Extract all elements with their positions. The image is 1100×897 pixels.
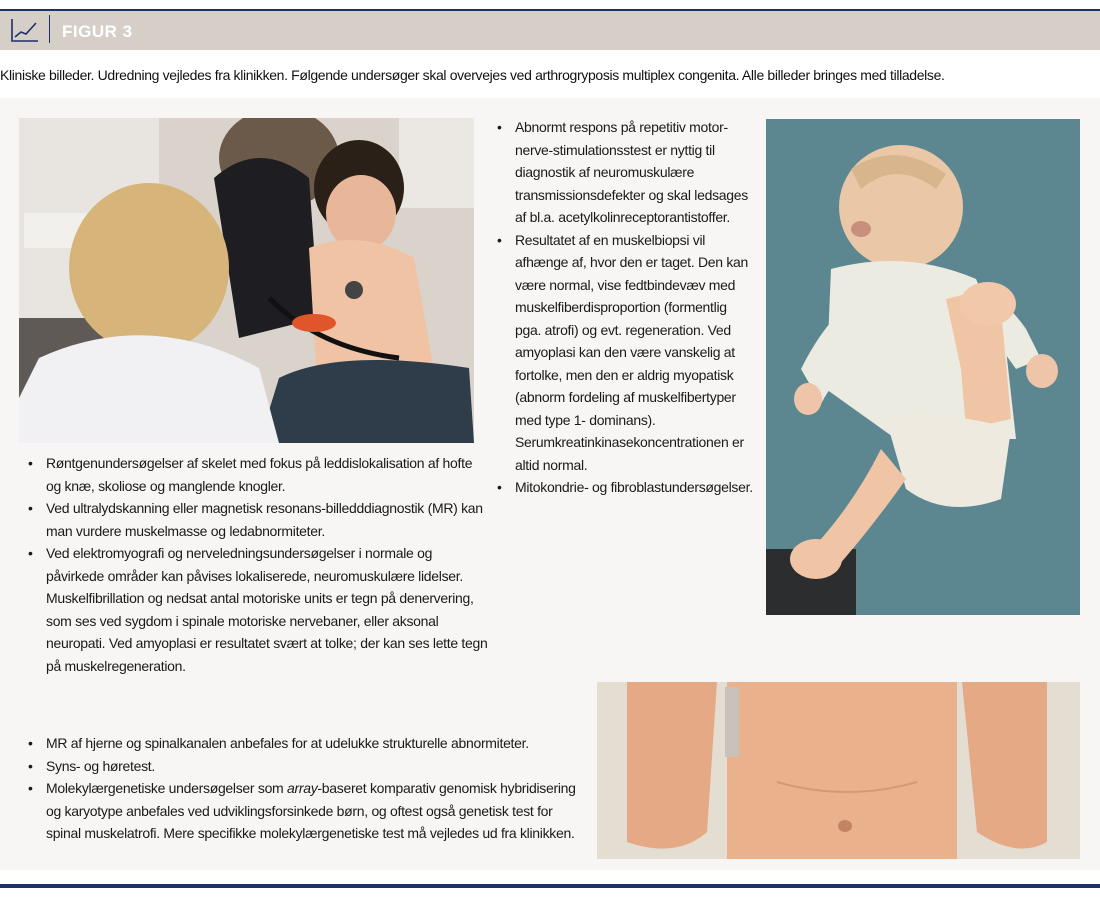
line-chart-icon <box>10 17 40 45</box>
list-item-emphasis: array <box>287 780 318 796</box>
bottom-bullet-list <box>28 732 588 845</box>
list-item-text: -baseret komparativ genomisk hybridisering og karyotype anbefales ved udviklingsforsinkede børn, og oftest også genetisk test for spinal muskelatrofi. Mere specifikke molekylærgenetiske test må vejledes ud fra klinikken. <box>46 780 576 841</box>
list-item: • Ved elektromyografi og nerveledningsundersøgelser i normale og påvirkede områder kan påvises lokaliserede, neuromuskulære lidelser. Muskelfibrillation og nedsat antal motoriske units er tegn på denervering, som ses ved sygdom i spinale motoriske nervebaner, eller aksonal neuropati. Ved amyoplasi er resultatet svært at tolke; der kan ses lette tegn på muskelregeneration. <box>28 542 490 677</box>
list-item: • Resultatet af en muskelbiopsi vil afhænge af, hvor den er taget. Den kan være normal, vise fedtbindevæv med muskelfiberdisproportion (formentlig pga. atrofi) og evt. regeneration. Ved amyoplasi kan den være vanskelig at fortolke, men den er aldrig myopatisk (abnorm fordeling af muskelfibertyper med type 1- dominans). Serumkreatinkinasekoncentrationen er altid normal. <box>497 229 755 477</box>
figure-caption: Kliniske billeder. Udredning vejledes fra klinikken. Følgende undersøger skal overvejes ved arthrogryposis multiplex congenita. Alle billeder bringes med tilladelse. <box>0 67 945 83</box>
list-item-text: Molekylærgenetiske undersøgelser som <box>46 780 288 796</box>
photo-clinical-examination <box>19 118 474 443</box>
header-separator <box>49 15 50 43</box>
figure-header-band <box>0 11 1100 50</box>
bottom-rule <box>0 884 1100 888</box>
list-item: • Ved ultralydskanning eller magnetisk resonans-billedddiagnostik (MR) kan man vurdere muskelmasse og ledabnormiteter. <box>28 497 490 542</box>
list-item: • MR af hjerne og spinalkanalen anbefales for at udelukke strukturelle abnormiteter. <box>28 732 588 755</box>
left-bullet-list <box>28 452 490 677</box>
middle-bullet-list <box>497 116 755 499</box>
list-item: • Syns- og høretest. <box>28 755 588 778</box>
list-item: • Mitokondrie- og fibroblastundersøgelser. <box>497 476 755 499</box>
list-item: • Røntgenundersøgelser af skelet med fokus på leddislokalisation af hofte og knæ, skoliose og manglende knogler. <box>28 452 490 497</box>
photo-child-torso <box>597 682 1080 859</box>
figure-label: FIGUR 3 <box>62 22 133 41</box>
photo-infant-posture <box>766 119 1080 615</box>
list-item <box>28 777 588 845</box>
list-item: • Abnormt respons på repetitiv motor-nerve-stimulationsstest er nyttig til diagnostik af neuromuskulære transmissionsdefekter og skal ledsages af bl.a. acetylkolinreceptorantistoffer. <box>497 116 755 229</box>
